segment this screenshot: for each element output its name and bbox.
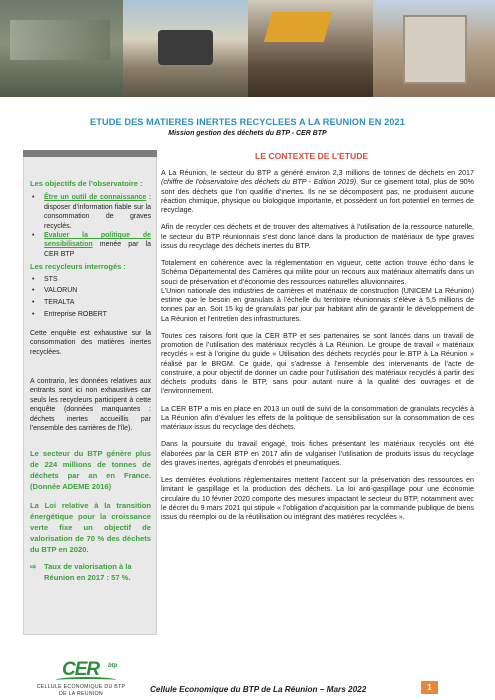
objectives-title: Les objectifs de l’observatoire : xyxy=(30,179,143,188)
page-title: ETUDE DES MATIERES INERTES RECYCLEES A LA REUNION EN 2021 xyxy=(90,117,405,127)
sidebar-box xyxy=(23,150,157,635)
valorisation-rate-text: Taux de valorisation à la Réunion en 2017 : 57 %. xyxy=(44,561,132,582)
context-paragraph: La CER BTP a mis en place en 2013 un outil de suivi de la consommation de granulats recyclés à La Réunion afin d’évaluer les effets de la politique de sensibilisation sur la consommation de ces matériaux issus du recyclage des déchets. xyxy=(161,404,474,431)
objective-label: Être un outil de connaissance xyxy=(44,194,147,202)
context-paragraph: Afin de recycler ces déchets et de trouver des alternatives à l’utilisation de la ressource naturelle, le secteur du BTP réunionnais s’est donc lancé dans la production de matériaux de type graves issus du recyclage des déchets inertes du BTP. xyxy=(161,223,474,250)
logo-line: DE LA REUNION xyxy=(59,691,103,697)
recycler-item: • TERALTA xyxy=(44,297,151,309)
objective-text: menée par la CER BTP xyxy=(44,241,151,258)
site-aerial-photo xyxy=(0,0,123,97)
arrow-right-icon: ⇨ xyxy=(30,561,37,571)
objective-text: : disposer d’information fiable sur la consommation de graves recyclés. xyxy=(44,194,151,230)
sidebar-paragraph: Cette enquête est exhaustive sur la consommation des matières inertes recyclées. xyxy=(30,329,151,356)
main-text-column xyxy=(161,169,474,530)
page-number: 1 xyxy=(421,681,438,694)
recyclers-list xyxy=(30,274,151,321)
objective-label: Evaluer la politique de sensibilisation xyxy=(44,232,151,249)
excavator-photo xyxy=(248,0,373,97)
context-paragraph xyxy=(161,169,474,215)
context-paragraph: Les dernières évolutions réglementaires mettent l’accent sur la préservation des ressources en limitant le gaspillage et la production des déchets. La loi anti-gaspillage pour une économie circulaire du 10 février 2020 comporte des mesures impactant le secteur du BTP, notamment avec le décret du 9 mars 2021 qui stipule « l’obligation d’acquisition par la commande publique de biens issus du réemploi ou de la réutilisation ou intégrant des matières recyclées ». xyxy=(161,476,474,521)
context-text: . Sur ce gisement total, plus de 90% sont des déchets que l’on qualifie d’inertes. Ils ne se décomposent pas, ne produisent aucune réaction chimique, physique ou biologique importante, et possèdent un fort potentiel en termes de recyclage. xyxy=(161,178,474,214)
sidebar-highlight: La Loi relative à la transition énergétique pour la croissance verte fixe un objectif de valorisation de 70 % des déchets du BTP en 2020. xyxy=(30,500,151,554)
header-photo-banner xyxy=(0,0,495,97)
context-paragraph: Dans la poursuite du travail engagé, trois fiches présentant les matériaux recyclés ont été élaborées par la CER BTP en 2017 afin de vulgariser l’utilisation de produits issus du recyclage des graves inertes, agrégats d’enrobés et pneumatiques. xyxy=(161,440,474,467)
context-citation: (chiffre de l’observatoire des déchets du BTP - Edition 2019) xyxy=(161,178,357,187)
cer-btp-logo xyxy=(26,659,136,697)
sidebar-paragraph: A contrario, les données relatives aux entrants sont ici non exhaustives car seuls les recycleurs participent à cette enquête (données manquantes : déchets inertes accueillis par l’ensemble des carrières de l’île). xyxy=(30,378,151,433)
logo-main-text: CER xyxy=(62,659,100,680)
recyclers-title: Les recycleurs interrogés : xyxy=(30,262,126,272)
machine-photo xyxy=(123,0,248,97)
context-paragraph: L’Union nationale des industries de carrières et matériaux de construction (UNICEM La Réunion) estime que le besoin en granulats à l’échelle du territoire réunionnais s’élève à 5,5 millions de tonnes par an. Soit 15 kg de granulats par jour par habitant afin de garantir le développement de La Réunion et l’entretien des infrastructures. xyxy=(161,286,474,323)
section-heading: LE CONTEXTE DE L’ETUDE xyxy=(255,151,369,161)
context-text: A La Réunion, le secteur du BTP a généré environ 2,3 millions de tonnes de déchets en 2017 xyxy=(161,169,474,177)
context-paragraph: Totalement en cohérence avec la réglementation en vigueur, cette action trouve écho dans le Schéma Départemental des Carrières qui milite pour un recours aux matériaux alternatifs dans un souci de préservation et d’économie des ressources naturelles alluvionnaires. xyxy=(161,259,474,286)
context-paragraph: Toutes ces raisons font que la CER BTP et ses partenaires se sont lancés dans un travail de promotion de l’utilisation des matériaux recyclés à La Réunion. Le groupe de travail « matériaux recyclés » est à l’origine du guide « Utilisation des déchets recyclés pour le BTP à La Réunion » réalisé par le BRGM. Ce guide, qui s’adresse à l’ensemble des intervenants de l’acte de construire, a pour objectif de donner un cadre pour l’utilisation des matériaux recyclés à partir des déchets produits dans le BTP, sans pour autant nuire à la qualité des ouvrages et de l’environnement. xyxy=(161,331,474,396)
page-subtitle: Mission gestion des déchets du BTP - CER BTP xyxy=(168,130,327,137)
footer-text: Cellule Economique du BTP de La Réunion – Mars 2022 xyxy=(150,685,367,694)
building-photo xyxy=(373,0,495,97)
valorisation-rate xyxy=(30,561,151,583)
page-footer xyxy=(0,650,495,700)
recycler-item: • VALORUN xyxy=(44,285,151,297)
sidebar-top-band xyxy=(23,150,157,157)
objectives-list xyxy=(30,193,151,259)
recycler-item: • Entreprise ROBERT xyxy=(44,309,151,321)
objective-item xyxy=(44,193,151,231)
logo-swoosh-icon xyxy=(56,677,116,683)
objective-item xyxy=(44,231,151,259)
logo-line: CELLULE ECONOMIQUE DU BTP xyxy=(36,684,126,690)
sidebar-highlight: Le secteur du BTP génère plus de 224 millions de tonnes de déchets par an en France. (Donnée ADEME 2016) xyxy=(30,448,151,491)
logo-btp-text: btp xyxy=(108,663,118,669)
recycler-item: • STS xyxy=(44,274,151,286)
